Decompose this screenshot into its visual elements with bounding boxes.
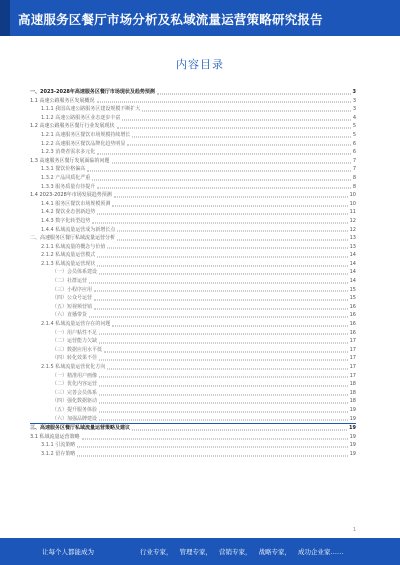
toc-leader-dots [92,222,347,223]
toc-entry-page: 5 [352,123,356,130]
toc-leader-dots [99,377,348,378]
footer-tags [140,547,351,556]
toc-leader-dots [99,274,348,275]
toc-entry[interactable] [30,217,356,226]
toc-leader-dots [82,438,348,439]
toc-entry-page: 14 [349,260,356,267]
toc-entry-text: （二）运营能力欠缺 [52,338,98,345]
toc-entry-page: 16 [349,321,356,328]
toc-entry[interactable] [30,251,356,260]
toc-entry-text: （一）精准用户画像 [52,372,98,379]
toc-entry-page: 17 [349,355,356,362]
toc-entry-page: 19 [349,415,356,422]
toc-entry-text: 三、高速服务区餐厅私域流量运营策略及建议 [30,425,131,432]
toc-entry-page: 14 [349,269,356,276]
toc-entry-page: 19 [349,450,356,457]
footer-tag: 管理专家， [179,548,212,556]
toc-entry[interactable] [30,286,356,295]
footer-tag: 营销专家， [219,548,252,556]
toc-leader-dots [97,153,351,154]
report-title: 高速服务区餐厅市场分析及私域流量运营策略研究报告 [18,12,323,27]
toc-entry-text: 2.1.4 私域流量运营存在的问题 [41,321,111,328]
toc-entry-text: （三）数据应用水平低 [52,346,103,353]
toc-entry-text: 1.1 高速公路服务区发展概况 [30,97,95,104]
toc-leader-dots [99,385,348,386]
toc-entry-text: （六）直播带货 [52,312,88,319]
toc-entry-page: 10 [349,192,356,199]
footer-bar [0,538,400,565]
toc-entry-page: 11 [349,209,356,216]
table-of-contents [30,88,356,459]
toc-entry[interactable] [30,423,356,433]
toc-entry-text: 二、高速服务区餐厅私域流量运营分析 [30,235,116,242]
toc-leader-dots [132,429,347,430]
toc-leader-dots [99,420,348,421]
toc-leader-dots [89,317,348,318]
toc-entry[interactable] [30,406,356,415]
toc-leader-dots [94,291,348,292]
toc-leader-dots [132,136,350,137]
toc-entry[interactable] [30,311,356,320]
toc-entry-text: 1.1.2 高速公路服务区业态逐步丰富 [41,114,121,121]
footer-slogan: 让每个人都能成为 [42,548,94,556]
toc-entry-text: 2.1.5 私域流量运营优化方向 [41,364,106,370]
toc-leader-dots [122,119,350,120]
toc-entry-page: 16 [349,329,356,336]
toc-leader-dots [89,282,348,283]
toc-entry[interactable] [30,268,356,277]
toc-entry[interactable] [30,397,356,406]
toc-entry-text: 1.3.1 餐饮价格偏高 [41,166,86,173]
toc-entry[interactable] [30,294,356,303]
toc-entry-page: 6 [352,140,356,147]
toc-entry[interactable] [30,183,356,192]
toc-entry-page: 19 [349,406,356,413]
toc-entry-text: 1.3.2 产品同质化严重 [41,174,91,181]
toc-entry[interactable] [30,208,356,217]
toc-leader-dots [117,239,348,240]
toc-entry-text: 1.2 高速公路服务区餐厅行业发展现状 [30,123,115,130]
toc-entry-page: 18 [349,389,356,396]
toc-entry-page: 17 [349,346,356,353]
toc-entry[interactable] [30,114,356,123]
toc-leader-dots [97,102,351,103]
toc-entry-text: 1.4.3 数字化转型趋势 [41,217,91,224]
toc-leader-dots [107,248,347,249]
toc-leader-dots [104,351,348,352]
toc-entry[interactable] [30,441,356,450]
toc-entry[interactable] [30,200,356,209]
toc-leader-dots [117,231,347,232]
toc-entry-page: 15 [349,295,356,302]
toc-entry-page: 3 [352,89,356,95]
toc-entry-text: 1.4.2 餐饮业态创新趋势 [41,209,96,216]
toc-leader-dots [157,93,351,94]
toc-leader-dots [99,394,348,395]
toc-entry[interactable] [30,372,356,381]
toc-entry[interactable] [30,380,356,389]
toc-entry[interactable] [30,165,356,174]
toc-leader-dots [99,343,348,344]
toc-entry-text: 1.3 高速服务区餐厅发展面临的问题 [30,157,110,164]
toc-entry[interactable] [30,88,356,97]
toc-entry-page: 8 [352,174,356,181]
toc-entry-page: 18 [349,381,356,388]
toc-entry-text: 1.4.1 服务区餐饮市场规模预测 [41,200,111,207]
toc-entry-page: 3 [352,97,356,104]
toc-entry[interactable] [30,226,356,235]
toc-entry-text: 2.1.1 私域流量的概念与价值 [41,243,106,250]
toc-entry[interactable] [30,234,356,243]
toc-entry-text: 一、2023-2028年高速服务区餐厅市场现状及趋势预测 [30,89,155,95]
page-number: 1 [352,527,356,533]
toc-entry-text: （五）短视频营销 [52,303,93,310]
toc-entry[interactable] [30,191,356,200]
toc-entry[interactable] [30,303,356,312]
toc-entry-text: （五）提升服务体验 [52,406,98,413]
footer-tag: 战略专家， [258,548,291,556]
toc-entry-page: 15 [349,286,356,293]
toc-heading: 内容目录 [176,58,224,71]
toc-entry-text: （六）加强品牌建设 [52,415,98,422]
toc-entry-text: （一）用户粘性不足 [52,329,98,336]
toc-entry-page: 16 [349,303,356,310]
toc-entry-page: 10 [349,200,356,207]
toc-entry-text: 3.1.1 引流策略 [41,442,76,449]
toc-leader-dots [112,325,347,326]
toc-entry[interactable] [30,260,356,269]
toc-entry-text: 3.1 私域流量运营策略 [30,433,80,440]
toc-entry-page: 8 [352,183,356,190]
toc-entry-text: （一）会员体系建设 [52,269,98,276]
toc-entry-text: 1.2.3 消费者需求多元化 [41,149,96,156]
toc-entry[interactable] [30,105,356,114]
toc-leader-dots [97,265,347,266]
toc-entry-page: 12 [349,226,356,233]
toc-entry-page: 7 [352,166,356,173]
toc-entry-page: 18 [349,398,356,405]
toc-entry[interactable] [30,337,356,346]
toc-entry-page: 7 [352,157,356,164]
toc-entry[interactable] [30,174,356,183]
toc-entry[interactable] [30,148,356,157]
toc-leader-dots [142,110,350,111]
toc-entry-page: 3 [352,106,356,113]
toc-leader-dots [99,360,348,361]
header-accent-stripe [0,0,10,36]
toc-entry[interactable] [30,363,356,372]
toc-entry[interactable] [30,243,356,252]
toc-leader-dots [99,334,348,335]
toc-entry[interactable] [30,415,356,424]
toc-leader-dots [127,145,350,146]
toc-leader-dots [107,368,347,369]
toc-leader-dots [94,308,348,309]
toc-leader-dots [112,205,347,206]
toc-leader-dots [112,162,351,163]
toc-entry-page: 16 [349,312,356,319]
toc-entry[interactable] [30,97,356,106]
toc-entry-text: 1.1.1 我国高速公路服务区建设规模不断扩大 [41,106,141,113]
toc-entry-page: 6 [352,149,356,156]
report-header-bar [0,0,400,36]
toc-entry[interactable] [30,329,356,338]
toc-entry-text: （三）完善会员体系 [52,389,98,396]
toc-leader-dots [99,403,348,404]
toc-leader-dots [114,196,348,197]
toc-entry-page: 13 [349,243,356,250]
toc-leader-dots [97,257,347,258]
toc-leader-dots [77,447,347,448]
toc-entry-page: 14 [349,278,356,285]
toc-entry[interactable] [30,131,356,140]
toc-entry-page: 13 [349,235,356,242]
toc-entry-text: 1.4.4 私域流量运营成为新增长点 [41,226,116,233]
toc-entry[interactable] [30,433,356,442]
toc-leader-dots [87,171,351,172]
toc-leader-dots [117,128,351,129]
toc-entry-page: 19 [349,425,356,432]
toc-entry-text: （二）社群运营 [52,278,88,285]
footer-tag: 成功企业家…… [298,548,344,556]
toc-entry-text: （四）转化效果不佳 [52,355,98,362]
toc-entry-page: 5 [352,131,356,138]
toc-entry-page: 19 [349,442,356,449]
toc-entry-page: 17 [349,338,356,345]
toc-entry[interactable] [30,354,356,363]
toc-entry[interactable] [30,450,356,459]
toc-entry-page: 4 [352,114,356,121]
toc-entry[interactable] [30,277,356,286]
toc-entry-text: 1.2.1 高速服务区餐饮市场规模持续增长 [41,131,131,138]
toc-leader-dots [77,455,347,456]
toc-entry[interactable] [30,346,356,355]
toc-entry[interactable] [30,140,356,149]
toc-entry-text: （三）小程序应用 [52,286,93,293]
toc-entry-text: 3.1.2 留存策略 [41,450,76,457]
toc-leader-dots [97,188,351,189]
toc-leader-dots [94,300,348,301]
toc-entry-text: （四）公众号运营 [52,295,93,302]
toc-leader-dots [97,214,347,215]
toc-entry-page: 14 [349,252,356,259]
toc-entry-page: 19 [349,433,356,440]
toc-leader-dots [99,411,348,412]
toc-leader-dots [92,179,351,180]
toc-entry[interactable] [30,389,356,398]
toc-entry-text: 2.1.3 私域流量运营现状 [41,260,96,267]
toc-entry[interactable] [30,122,356,131]
toc-entry-text: 1.3.3 服务质量有待提升 [41,183,96,190]
toc-entry-text: 1.4 2023-2028年市场发展趋势预测 [30,192,112,199]
footer-tag: 行业专家， [140,548,173,556]
toc-entry[interactable] [30,320,356,329]
toc-entry-text: （二）优化内容运营 [52,381,98,388]
toc-entry-page: 17 [349,372,356,379]
toc-entry-text: 2.1.2 私域流量运营模式 [41,252,96,259]
toc-entry-text: （四）强化数据驱动 [52,398,98,405]
toc-entry[interactable] [30,157,356,166]
toc-entry-page: 12 [349,217,356,224]
toc-entry-page: 17 [349,364,356,370]
toc-entry-text: 1.2.2 高速服务区餐饮品牌化趋势明显 [41,140,126,147]
